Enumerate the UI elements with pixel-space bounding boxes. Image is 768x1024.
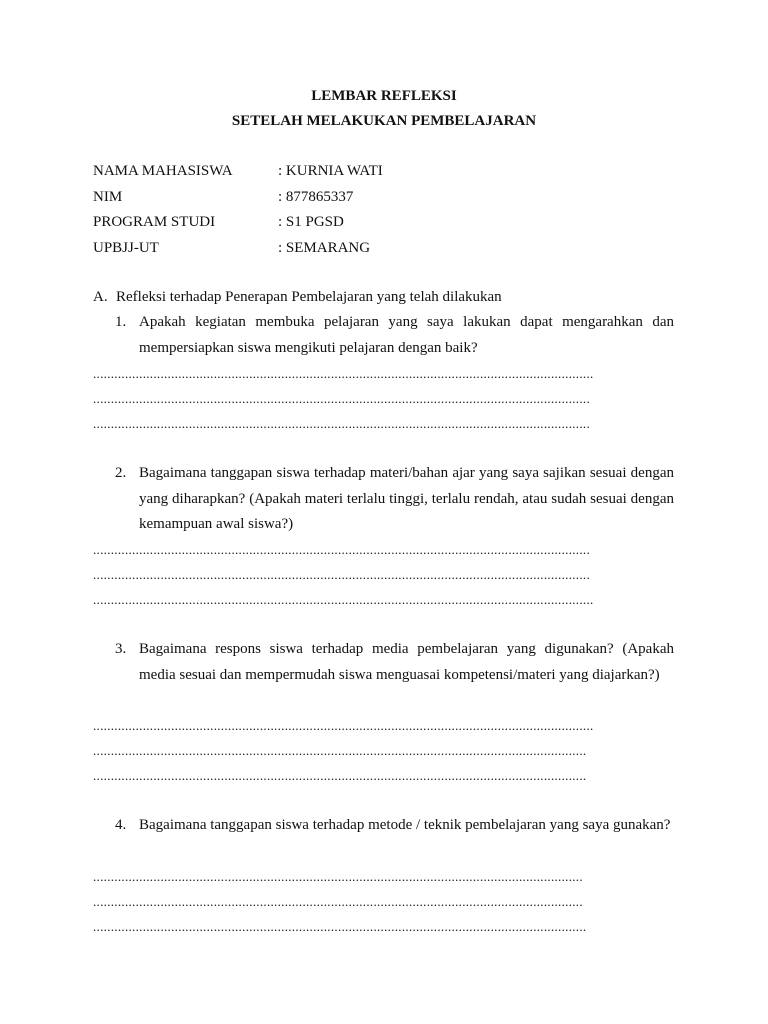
question-number: 4.: [115, 817, 127, 833]
question-number: 1.: [115, 314, 127, 330]
answer-line[interactable]: ............................................................................................................................................: [93, 391, 590, 406]
document-title: LEMBAR REFLEKSI: [311, 88, 457, 104]
question-number: 3.: [115, 641, 127, 657]
answer-line[interactable]: .............................................................................................................................................: [93, 366, 594, 381]
answer-line[interactable]: ..........................................................................................................................................: [93, 894, 583, 909]
answer-line[interactable]: ...........................................................................................................................................: [93, 768, 587, 783]
document-subtitle: SETELAH MELAKUKAN PEMBELAJARAN: [231, 113, 537, 129]
question-number: 2.: [115, 465, 127, 481]
answer-line[interactable]: ..........................................................................................................................................: [93, 869, 583, 884]
question-text: Apakah kegiatan membuka pelajaran yang saya lakukan dapat mengarahkan dan mempersiapkan siswa mengikuti pelajaran dengan baik?: [139, 314, 674, 356]
question-1: [115, 310, 674, 361]
info-label: NIM: [93, 188, 123, 205]
info-label: UPBJJ-UT: [93, 239, 159, 256]
question-text: Bagaimana tanggapan siswa terhadap metode / teknik pembelajaran yang saya gunakan?: [139, 817, 671, 833]
question-text: Bagaimana respons siswa terhadap media pembelajaran yang digunakan? (Apakah media sesuai dan mempermudah siswa menguasai kompetensi/materi yang diajarkan?): [139, 641, 674, 683]
answer-line[interactable]: ............................................................................................................................................: [93, 542, 590, 557]
info-value: : SEMARANG: [278, 239, 371, 256]
info-value: : KURNIA WATI: [278, 163, 383, 179]
info-value: : 877865337: [278, 188, 354, 205]
question-text: Bagaimana tanggapan siswa terhadap materi/bahan ajar yang saya sajikan sesuai dengan yang diharapkan? (Apakah materi terlalu tinggi, terlalu rendah, atau sudah sesuai dengan kemampuan awal siswa?): [139, 465, 674, 532]
answer-line[interactable]: ............................................................................................................................................: [93, 567, 590, 582]
answer-line[interactable]: ...........................................................................................................................................: [93, 743, 587, 758]
section-a-heading: [93, 287, 502, 307]
question-3: [115, 637, 674, 688]
question-4: [115, 813, 674, 839]
info-label: NAMA MAHASISWA: [93, 163, 233, 179]
answer-line[interactable]: .............................................................................................................................................: [93, 718, 594, 733]
answer-line[interactable]: ............................................................................................................................................: [93, 416, 590, 431]
section-heading-text: Refleksi terhadap Penerapan Pembelajaran yang telah dilakukan: [116, 289, 502, 305]
answer-line[interactable]: ...........................................................................................................................................: [93, 919, 587, 934]
info-label: PROGRAM STUDI: [93, 214, 216, 230]
answer-line[interactable]: .............................................................................................................................................: [93, 592, 594, 607]
info-value: : S1 PGSD: [278, 214, 344, 230]
section-letter: A.: [93, 289, 108, 305]
question-2: [115, 461, 674, 538]
